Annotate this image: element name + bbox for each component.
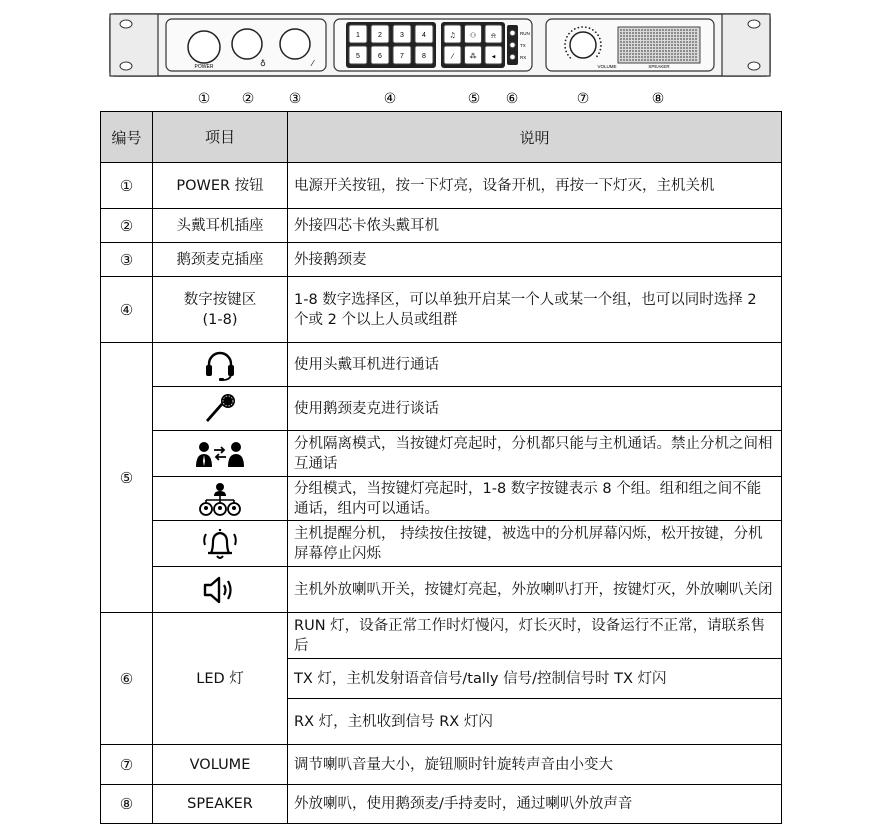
row-desc: 调节喇叭音量大小，旋钮顺时针旋转声音由小变大 bbox=[288, 745, 782, 785]
header-desc: 说明 bbox=[288, 112, 782, 163]
rx-led bbox=[510, 54, 516, 60]
volume-label: VOLUME bbox=[597, 64, 617, 69]
mic-key-icon: ⁄ bbox=[451, 52, 454, 61]
table-row bbox=[101, 431, 782, 477]
table-row bbox=[101, 343, 782, 387]
row-desc: 分组模式，当按键灯亮起时，1-8 数字按键表示 8 个组。组和组之间不能通话，组内可以通话。 bbox=[288, 477, 782, 521]
row-desc: 外接鹅颈麦 bbox=[288, 243, 782, 277]
mic-key[interactable] bbox=[444, 46, 461, 64]
icon-cell bbox=[153, 431, 288, 477]
headset-jack[interactable] bbox=[232, 29, 262, 59]
row-item: VOLUME bbox=[153, 745, 288, 785]
row-item: SPEAKER bbox=[153, 785, 288, 824]
speaker-key-icon: ◂ bbox=[491, 52, 496, 61]
rack-ear-left bbox=[110, 14, 158, 76]
isolation-users-icon bbox=[195, 439, 245, 469]
table-row bbox=[101, 209, 782, 243]
row-desc: RX 灯，主机收到信号 RX 灯闪 bbox=[288, 699, 782, 745]
power-label: POWER bbox=[194, 64, 214, 70]
run-led bbox=[510, 30, 516, 36]
row-item: 头戴耳机插座 bbox=[153, 209, 288, 243]
row-num: ④ bbox=[101, 277, 153, 343]
isolation-key[interactable] bbox=[465, 25, 482, 43]
table-row bbox=[101, 243, 782, 277]
group-tree-icon bbox=[198, 482, 242, 516]
row-desc: 使用鹅颈麦克进行谈话 bbox=[288, 387, 782, 431]
table-row bbox=[101, 277, 782, 343]
rack-ear-right bbox=[722, 14, 770, 76]
table-row bbox=[101, 613, 782, 659]
header-num: 编号 bbox=[101, 112, 153, 163]
headset-small-icon: ♁ bbox=[260, 59, 266, 68]
row-num: ⑥ bbox=[101, 613, 153, 745]
rx-led-label: RX bbox=[520, 55, 527, 60]
gooseneck-jack[interactable] bbox=[280, 29, 310, 59]
headset-icon bbox=[203, 348, 237, 382]
group-key-icon: ⁂ bbox=[469, 52, 477, 61]
spec-table bbox=[100, 111, 782, 824]
tx-led-label: TX bbox=[520, 43, 526, 48]
microphone-icon bbox=[202, 391, 238, 427]
row-desc: 主机提醒分机， 持续按住按键，被选中的分机屏幕闪烁，松开按键，分机屏幕停止闪烁 bbox=[288, 521, 782, 567]
row-num: ⑤ bbox=[101, 343, 153, 613]
row-desc: 电源开关按钮，按一下灯亮，设备开机，再按一下灯灭，主机关机 bbox=[288, 163, 782, 209]
row-item bbox=[153, 277, 288, 343]
number-key-label: 2 bbox=[378, 32, 382, 39]
callout-8: ⑧ bbox=[651, 91, 665, 107]
row-desc: 主机外放喇叭开关，按键灯亮起，外放喇叭打开，按键灯灭，外放喇叭关闭 bbox=[288, 567, 782, 613]
table-row bbox=[101, 163, 782, 209]
row-desc: 外接四芯卡侬头戴耳机 bbox=[288, 209, 782, 243]
number-key-label: 3 bbox=[400, 32, 404, 39]
row-desc: 使用头戴耳机进行通话 bbox=[288, 343, 782, 387]
row-num: ⑧ bbox=[101, 785, 153, 824]
table-row bbox=[101, 387, 782, 431]
icon-cell bbox=[153, 477, 288, 521]
isolation-key-icon: ⚇ bbox=[469, 31, 477, 40]
device-front-panel bbox=[0, 0, 880, 110]
row-desc: 外放喇叭，使用鹅颈麦/手持麦时，通过喇叭外放声音 bbox=[288, 785, 782, 824]
row-desc: 1-8 数字选择区，可以单独开启某一个人或某一个组，也可以同时选择 2 个或 2 个以上人员或组群 bbox=[288, 277, 782, 343]
row-num: ② bbox=[101, 209, 153, 243]
row-item-line1: 数字按键区 bbox=[183, 291, 257, 308]
row-num: ③ bbox=[101, 243, 153, 277]
mic-small-icon: ⁄ bbox=[312, 59, 314, 68]
row-item-line2: (1-8) bbox=[202, 311, 238, 328]
icon-cell bbox=[153, 521, 288, 567]
table-row bbox=[101, 745, 782, 785]
callout-numbers bbox=[198, 91, 665, 107]
callout-3: ③ bbox=[288, 91, 302, 107]
headset-key-icon: ♫ bbox=[449, 31, 456, 40]
alarm-bell-icon bbox=[200, 525, 240, 563]
row-desc: TX 灯，主机发射语音信号/tally 信号/控制信号时 TX 灯闪 bbox=[288, 659, 782, 699]
icon-cell bbox=[153, 387, 288, 431]
number-key-label: 7 bbox=[400, 53, 404, 60]
table-row bbox=[101, 567, 782, 613]
row-desc: 分机隔离模式，当按键灯亮起时，分机都只能与主机通话。禁止分机之间相互通话 bbox=[288, 431, 782, 477]
number-key-label: 4 bbox=[422, 32, 426, 39]
row-num: ① bbox=[101, 163, 153, 209]
icon-cell bbox=[153, 567, 288, 613]
number-key-label: 5 bbox=[356, 53, 360, 60]
volume-knob[interactable] bbox=[570, 32, 596, 58]
tx-led bbox=[510, 42, 516, 48]
row-num: ⑦ bbox=[101, 745, 153, 785]
table-row bbox=[101, 785, 782, 824]
run-led-label: RUN bbox=[520, 31, 530, 36]
table-row bbox=[101, 477, 782, 521]
speaker-label: SPEAKER bbox=[648, 64, 670, 69]
callout-5: ⑤ bbox=[467, 91, 481, 107]
row-item: POWER 按钮 bbox=[153, 163, 288, 209]
callout-6: ⑥ bbox=[505, 91, 519, 107]
speaker-icon bbox=[202, 573, 238, 607]
callout-7: ⑦ bbox=[576, 91, 590, 107]
table-row bbox=[101, 521, 782, 567]
number-key-label: 1 bbox=[356, 32, 360, 39]
speaker-key[interactable] bbox=[485, 46, 502, 64]
power-knob[interactable] bbox=[188, 31, 220, 63]
headset-key[interactable] bbox=[444, 25, 461, 43]
callout-4: ④ bbox=[383, 91, 397, 107]
bell-key[interactable] bbox=[485, 25, 502, 43]
group-key[interactable] bbox=[465, 46, 482, 64]
number-key-label: 6 bbox=[378, 53, 382, 60]
icon-cell bbox=[153, 343, 288, 387]
number-key-label: 8 bbox=[422, 53, 426, 60]
callout-2: ② bbox=[241, 91, 255, 107]
bell-key-icon: ⍾ bbox=[491, 31, 496, 40]
row-item: 鹅颈麦克插座 bbox=[153, 243, 288, 277]
table-header-row bbox=[101, 112, 782, 163]
header-item: 项目 bbox=[153, 112, 288, 163]
callout-1: ① bbox=[197, 91, 211, 107]
row-item: LED 灯 bbox=[153, 613, 288, 745]
row-desc: RUN 灯，设备正常工作时灯慢闪，灯长灭时，设备运行不正常，请联系售后 bbox=[288, 613, 782, 659]
